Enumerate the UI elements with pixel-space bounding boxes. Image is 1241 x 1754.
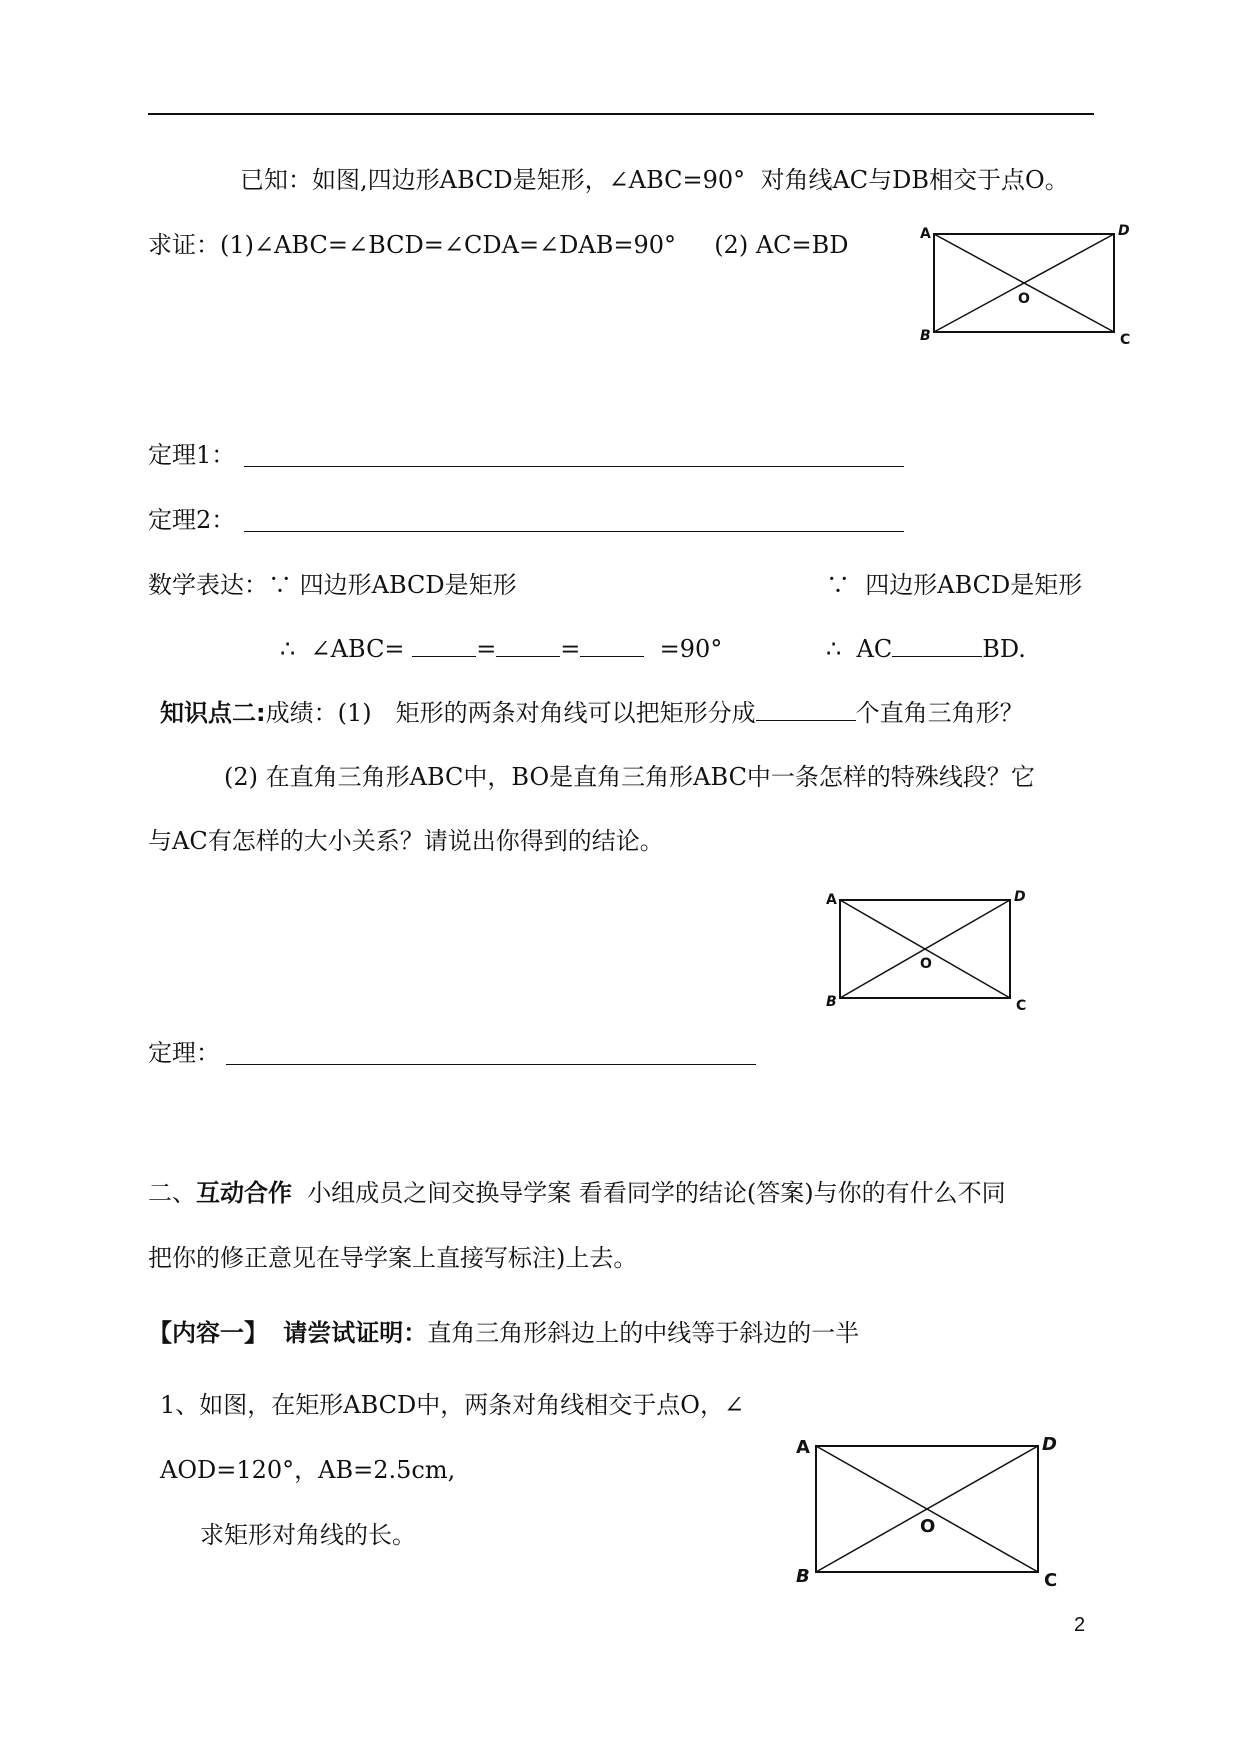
center-label-o: O [1018, 291, 1030, 307]
given-text: 已知：如图,四边形ABCD是矩形，∠ABC=90° 对角线AC与DB相交于点O。 [240, 166, 1069, 194]
theorem-2-blank[interactable] [244, 531, 904, 532]
vertex-label-d: D [1042, 1434, 1057, 1455]
page-number: 2 [1074, 1614, 1086, 1636]
math-expression-right-premise: ∵ 四边形ABCD是矩形 [826, 571, 1083, 599]
rectangle-figure-1 [918, 222, 1138, 352]
prove-text: 求证：(1)∠ABC=∠BCD=∠CDA=∠DAB=90° (2) AC=BD [148, 231, 849, 259]
vertex-label-d: D [1014, 889, 1026, 905]
problem-1-line2: AOD=120°，AB=2.5cm, [160, 1456, 456, 1484]
vertex-label-c: C [1044, 1570, 1058, 1590]
knowledge-point-2-q2-line1: (2) 在直角三角形ABC中，BO是直角三角形ABC中一条怎样的特殊线段？它 [224, 763, 1035, 791]
problem-1-line3: 求矩形对角线的长。 [200, 1521, 416, 1549]
diagonal-relation-blank[interactable] [892, 634, 982, 657]
triangle-count-blank[interactable] [756, 698, 856, 721]
vertex-label-c: C [1120, 332, 1131, 348]
theorem-1-blank[interactable] [244, 466, 904, 467]
angle-blank-2[interactable] [496, 634, 560, 657]
vertex-label-a: A [796, 1437, 810, 1458]
vertex-label-b: B [826, 994, 837, 1010]
section-2-line1: 二、互动合作 小组成员之间交换导学案 看看同学的结论(答案)与你的有什么不同 [148, 1179, 1006, 1207]
rectangle-figure-3 [792, 1430, 1072, 1590]
math-expression-label: 数学表达：∵ 四边形ABCD是矩形 [148, 571, 517, 599]
vertex-label-c: C [1016, 998, 1027, 1014]
vertex-label-a: A [920, 226, 931, 242]
rectangle-figure-2 [826, 888, 1046, 1018]
vertex-label-b: B [796, 1566, 810, 1587]
problem-1-line1: 1、如图，在矩形ABCD中，两条对角线相交于点O，∠ [160, 1391, 745, 1419]
vertex-label-d: D [1118, 223, 1130, 239]
header-rule [148, 113, 1094, 115]
vertex-label-b: B [920, 328, 931, 344]
center-label-o: O [920, 956, 932, 972]
angle-blank-1[interactable] [412, 634, 476, 657]
theorem-blank[interactable] [226, 1064, 756, 1065]
diagonal-equality-row: ∴ AC BD. [826, 635, 1026, 663]
angle-blank-3[interactable] [580, 634, 644, 657]
content-1-heading: 【内容一】 请尝试证明：直角三角形斜边上的中线等于斜边的一半 [148, 1319, 860, 1347]
theorem-label: 定理： [148, 1039, 220, 1067]
theorem-2-label: 定理2： [148, 506, 236, 534]
center-label-o: O [920, 1516, 936, 1537]
knowledge-point-2-q1: 知识点二:成绩：(1) 矩形的两条对角线可以把矩形分成 个直角三角形？ [160, 699, 1024, 727]
vertex-label-a: A [826, 892, 837, 908]
angle-equality-row: ∴ ∠ABC= = = =90° [280, 635, 723, 663]
knowledge-point-2-q2-line2: 与AC有怎样的大小关系？请说出你得到的结论。 [148, 827, 664, 855]
section-2-line2: 把你的修正意见在导学案上直接写标注)上去。 [148, 1244, 638, 1272]
theorem-1-label: 定理1： [148, 441, 236, 469]
